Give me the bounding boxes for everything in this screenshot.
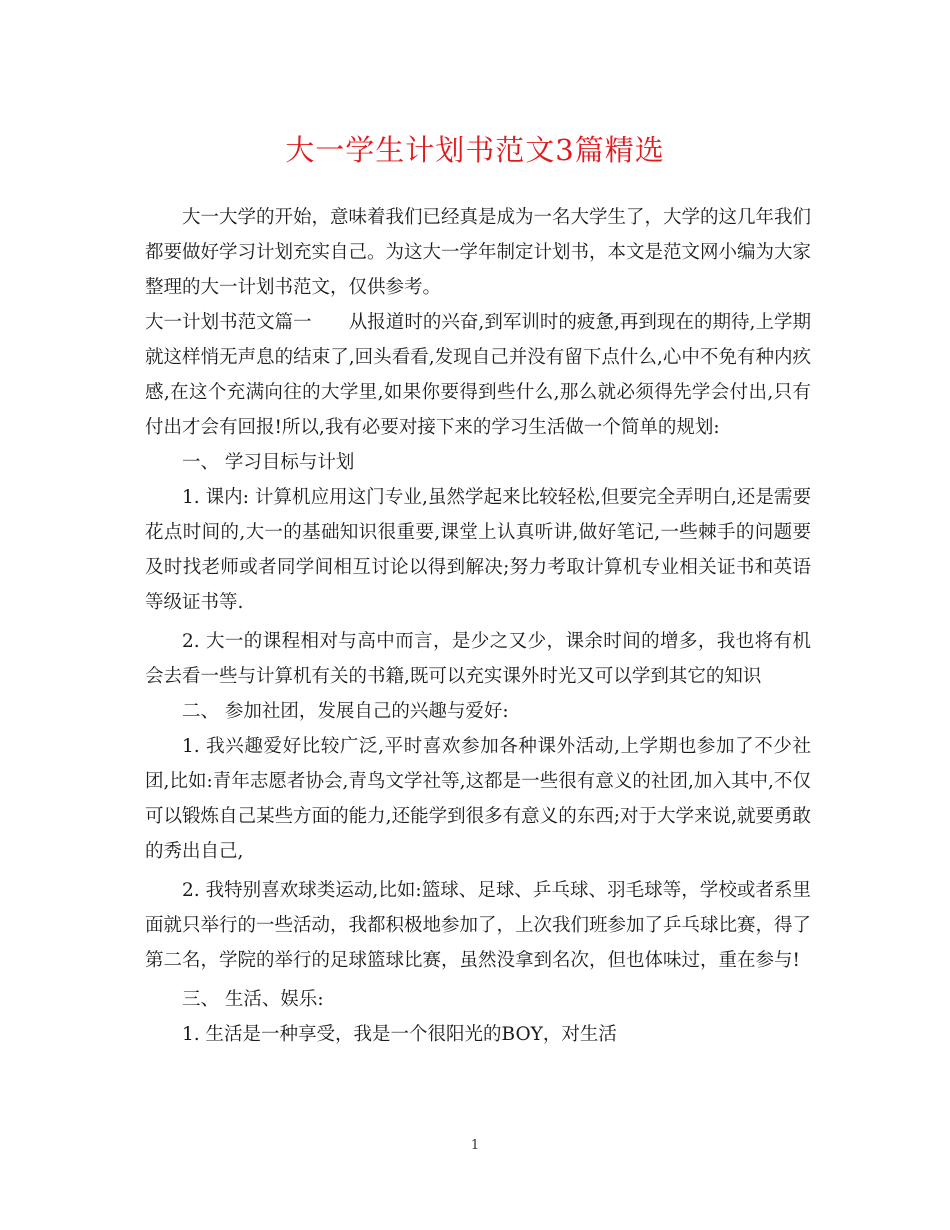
list-item-paragraph: 1. 课内: 计算机应用这门专业,虽然学起来比较轻松,但要完全弄明白,还是需要花点时间的,大一的基础知识很重要,课堂上认真听讲,做好笔记,一些棘手的问题要及时找老师或者同学间相互讨论以得到解决;努力考取计算机专业相关证书和英语等级证书等. [145,487,811,613]
heading-clubs: 二、 参加社团，发展自己的兴趣与爱好: [182,701,509,722]
heading-study-goals: 一、 学习目标与计划 [182,452,355,473]
document-title: 大一学生计划书范文3篇精选 [285,133,665,167]
list-item-paragraph: 1. 生活是一种享受，我是一个很阳光的BOY，对生活 [182,1024,617,1045]
list-item-paragraph: 2. 我特别喜欢球类运动,比如:篮球、足球、乒乓球、羽毛球等，学校或者系里面就只举行的一些活动，我都积极地参加了，上次我们班参加了乒乓球比赛，得了第二名，学院的举行的足球篮球比赛，虽然没拿到名次，但也体味过，重在参与! [145,880,812,971]
document-body [145,200,811,1052]
intro-paragraph: 大一大学的开始，意味着我们已经真是成为一名大学生了，大学的这几年我们都要做好学习计划充实自己。为这大一学年制定计划书，本文是范文网小编为大家整理的大一计划书范文，仅供参考。 [145,207,812,298]
list-item-paragraph: 2. 大一的课程相对与高中而言，是少之又少，课余时间的增多，我也将有机会去看一些与计算机有关的书籍,既可以充实课外时光又可以学到其它的知识 [145,631,811,687]
list-item-paragraph: 1. 我兴趣爱好比较广泛,平时喜欢参加各种课外活动,上学期也参加了不少社团,比如:青年志愿者协会,青鸟文学社等,这都是一些很有意义的社团,加入其中,不仅可以锻炼自己某些方面的能力,还能学到很多有意义的东西;对于大学来说,就要勇敢的秀出自己, [145,736,811,862]
heading-life-entertainment: 三、 生活、娱乐: [182,989,324,1010]
section-paragraph: 大一计划书范文篇一 从报道时的兴奋,到军训时的疲惫,再到现在的期待,上学期就这样悄无声息的结束了,回头看看,发现自己并没有留下点什么,心中不免有种内疚感,在这个充满向往的大学里,如果你要得到些什么,那么就必须得先学会付出,只有付出才会有回报!所以,我有必要对接下来的学习生活做一个简单的规划: [145,312,811,438]
page-number: 1 [470,1138,480,1153]
